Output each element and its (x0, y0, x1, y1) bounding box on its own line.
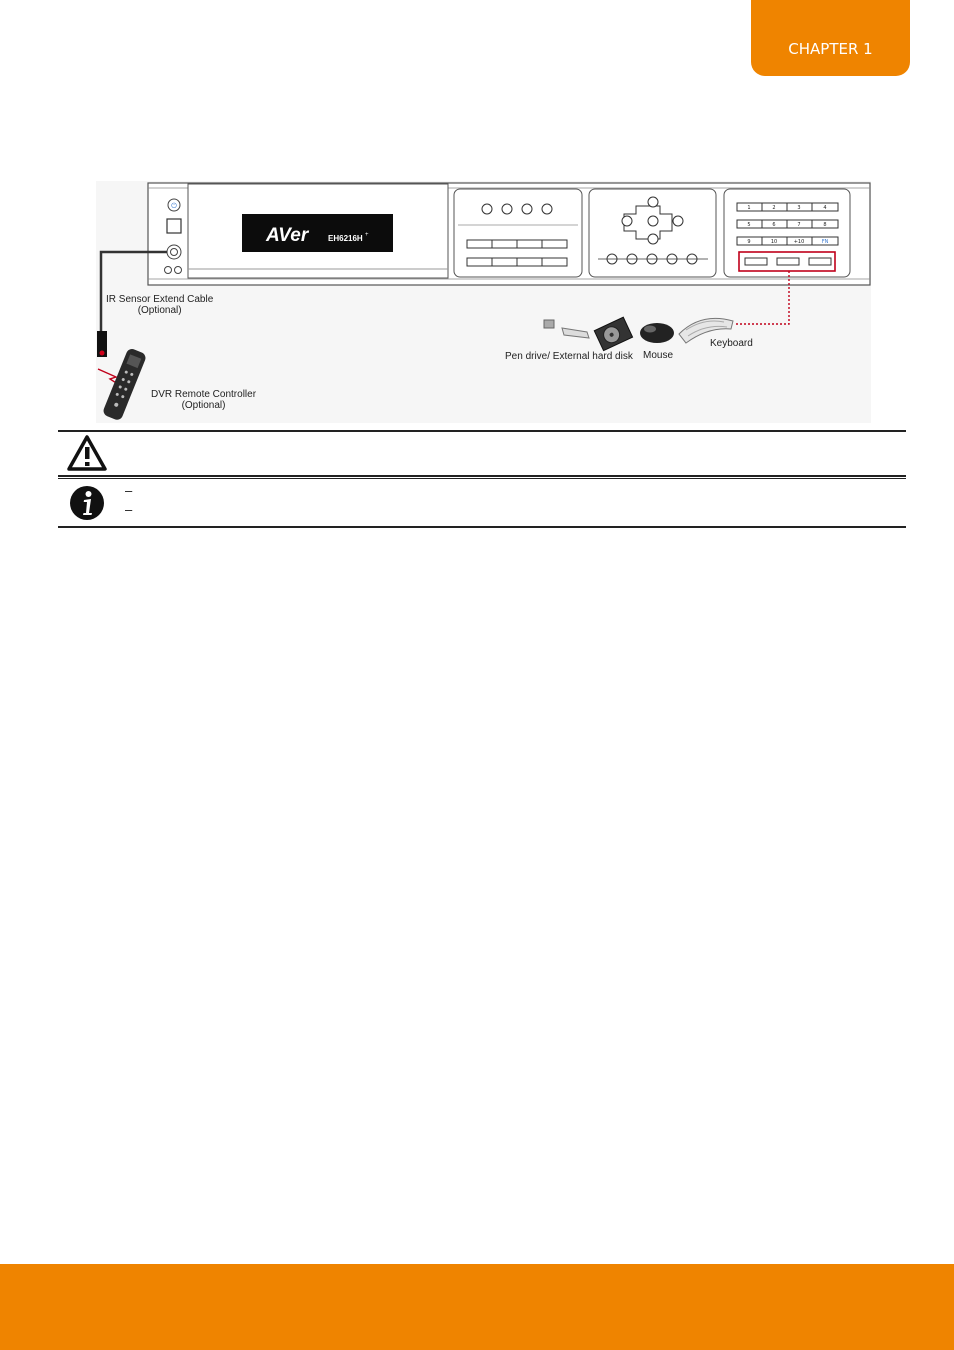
keypad-key-7: 7 (797, 222, 801, 228)
info-top-rule (58, 478, 906, 479)
ir-cable-label (106, 294, 213, 316)
warning-icon (66, 434, 108, 472)
keypad-key-2: 2 (772, 205, 776, 211)
storage-label: Pen drive/ External hard disk (505, 351, 633, 362)
pen-drive-image (544, 320, 589, 338)
keypad-key-5: 5 (747, 222, 751, 228)
chapter-label: CHAPTER 1 (788, 40, 873, 58)
caution-bottom-rule (58, 475, 906, 477)
mouse-label: Mouse (643, 350, 674, 361)
mouse-image (640, 323, 674, 343)
remote-label-optional: (Optional) (181, 400, 226, 411)
remote-controller-label (151, 389, 256, 411)
remote-controller-image (102, 347, 148, 421)
model-suffix: + (365, 232, 369, 238)
dvr-connection-figure (96, 181, 871, 423)
caution-top-rule (58, 430, 906, 432)
footer-bar (0, 1264, 954, 1350)
info-bullet-2: – (125, 502, 133, 517)
ir-cable-label-optional: (Optional) (137, 305, 182, 316)
keyboard-label: Keyboard (710, 338, 753, 349)
keypad-key-8: 8 (823, 222, 827, 228)
svg-text:⏻: ⏻ (171, 202, 177, 210)
remote-label-title: DVR Remote Controller (151, 389, 257, 400)
keypad-key-6: 6 (772, 222, 776, 228)
keypad-key-3: 3 (797, 205, 801, 211)
keypad-key-12: FN (821, 239, 829, 245)
info-bullet-1: – (125, 483, 133, 498)
keypad-key-9: 9 (747, 239, 751, 245)
info-bottom-rule (58, 526, 906, 528)
info-icon (69, 485, 105, 521)
model-number: EH6216H (328, 234, 363, 243)
brand-logo: AVer (266, 225, 309, 246)
keypad-key-1: 1 (747, 205, 751, 211)
chapter-tab (751, 0, 910, 76)
ir-cable-label-title: IR Sensor Extend Cable (106, 294, 214, 305)
keypad-key-4: 4 (823, 205, 827, 211)
hard-disk-image (594, 317, 632, 350)
keypad-key-11: +10 (793, 239, 805, 245)
keypad-key-10: 10 (770, 239, 778, 245)
